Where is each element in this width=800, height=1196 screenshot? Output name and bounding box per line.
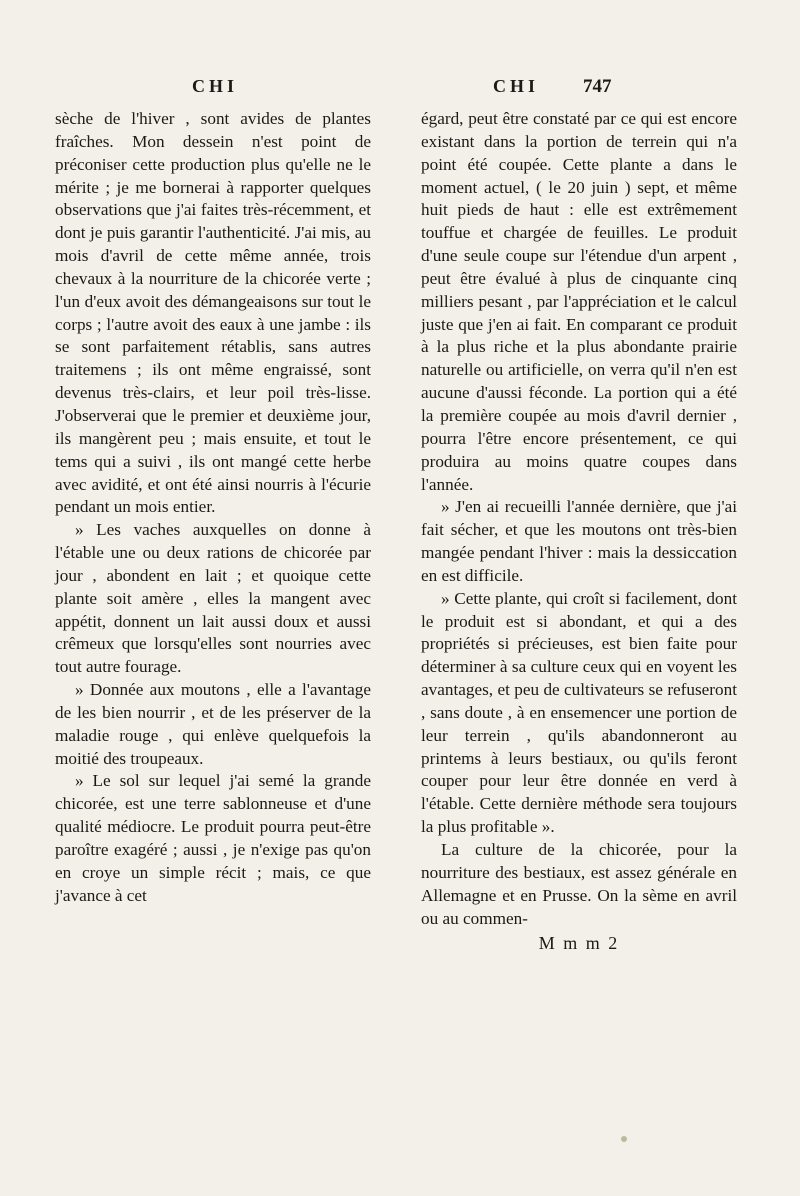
right-column <box>421 108 737 955</box>
paragraph: sèche de l'hiver , sont avides de plantes fraîches. Mon dessein n'est point de préconiser cette production plus qu'elle ne le mérite ; je me bornerai à rapporter quelques observations que j'ai faites très-récemment, et dont je puis garantir l'authenticité. J'ai mis, au mois d'avril de cette même année, trois chevaux à la nourriture de la chicorée verte ; l'un d'eux avoit des démangeaisons sur tout le corps ; l'autre avoit des eaux à une jambe : ils se sont parfaitement rétablis, sans autres traitemens ; ils ont même engraissé, sont devenus très-clairs, et leur poil très-lisse. J'observerai que le premier et deuxième jour, ils mangèrent peu ; mais ensuite, et tout le tems qui a suivi , ils ont mangé cette herbe avec avidité, et ont été ainsi nourris à l'écurie pendant un mois entier. <box>55 109 371 517</box>
paragraph: » Le sol sur lequel j'ai semé la grande chicorée, est une terre sablonneuse et d'une qualité médiocre. Le produit pourra peut-être paroître exagéré ; aussi , je n'exige pas qu'on en croye un simple récit ; mais, ce que j'avance à cet <box>55 771 371 905</box>
paragraph: » J'en ai recueilli l'année dernière, que j'ai fait sécher, et que les moutons ont très-bien mangée pendant l'hiver : mais la dessiccation en est difficile. <box>421 497 737 585</box>
paragraph: La culture de la chicorée, pour la nourriture des bestiaux, est assez générale en Allemagne et en Prusse. On la sème en avril ou au commen- <box>421 840 737 928</box>
ink-speck-decoration <box>621 1136 627 1142</box>
left-column <box>55 108 371 908</box>
paragraph: » Cette plante, qui croît si facilement, dont le produit est si abondant, et qui a des propriétés si précieuses, est bien faite pour déterminer à sa culture ceux qui en voyent les avantages, et peu de cultivateurs se refuseront , sans doute , à en ensemencer une portion de leur terrein , qu'ils abandonneront au printems à leurs bestiaux, ou qu'ils feront couper pour leur être donnée en verd à l'étable. Cette dernière méthode sera toujours la plus profitable ». <box>421 588 737 837</box>
paragraph: égard, peut être constaté par ce qui est encore existant dans la portion de terrein qui n'a point été coupée. Cette plante a dans le moment actuel, ( le 20 juin ) sept, et même huit pieds de haut : elle est extrêmement touffue et chargée de feuilles. Le produit d'une seule coupe sur l'étendue d'un arpent , peut être évalué à plus de cinquante cinq milliers pesant , par l'appréciation et le calcul juste que j'en ai fait. En comparant ce produit à la plus riche et la plus abondante prairie naturelle ou artificielle, on verra qu'il n'en est aucune d'aussi féconde. La portion qui a été la première coupée au mois d'avril dernier , pourra l'être encore présentement, ce qui produira au moins quatre coupes dans l'année. <box>421 109 737 494</box>
running-head-left: CHI <box>192 76 239 96</box>
paragraph: » Donnée aux moutons , elle a l'avantage de les bien nourrir , et de les préserver de la maladie rouge , qui enlève quelquefois la moitié des troupeaux. <box>55 680 371 768</box>
paragraph: » Les vaches auxquelles on donne à l'étable une ou deux rations de chicorée par jour , abondent en lait ; et quoique cette plante soit amère , elles la mangent avec appétit, donnent un lait aussi doux et aussi crêmeux que lorsqu'elles sont nourries avec tout autre fourage. <box>55 520 371 677</box>
page-number: 747 <box>583 76 612 97</box>
running-head-right: CHI <box>493 76 540 96</box>
signature-mark: M m m 2 <box>538 933 620 954</box>
